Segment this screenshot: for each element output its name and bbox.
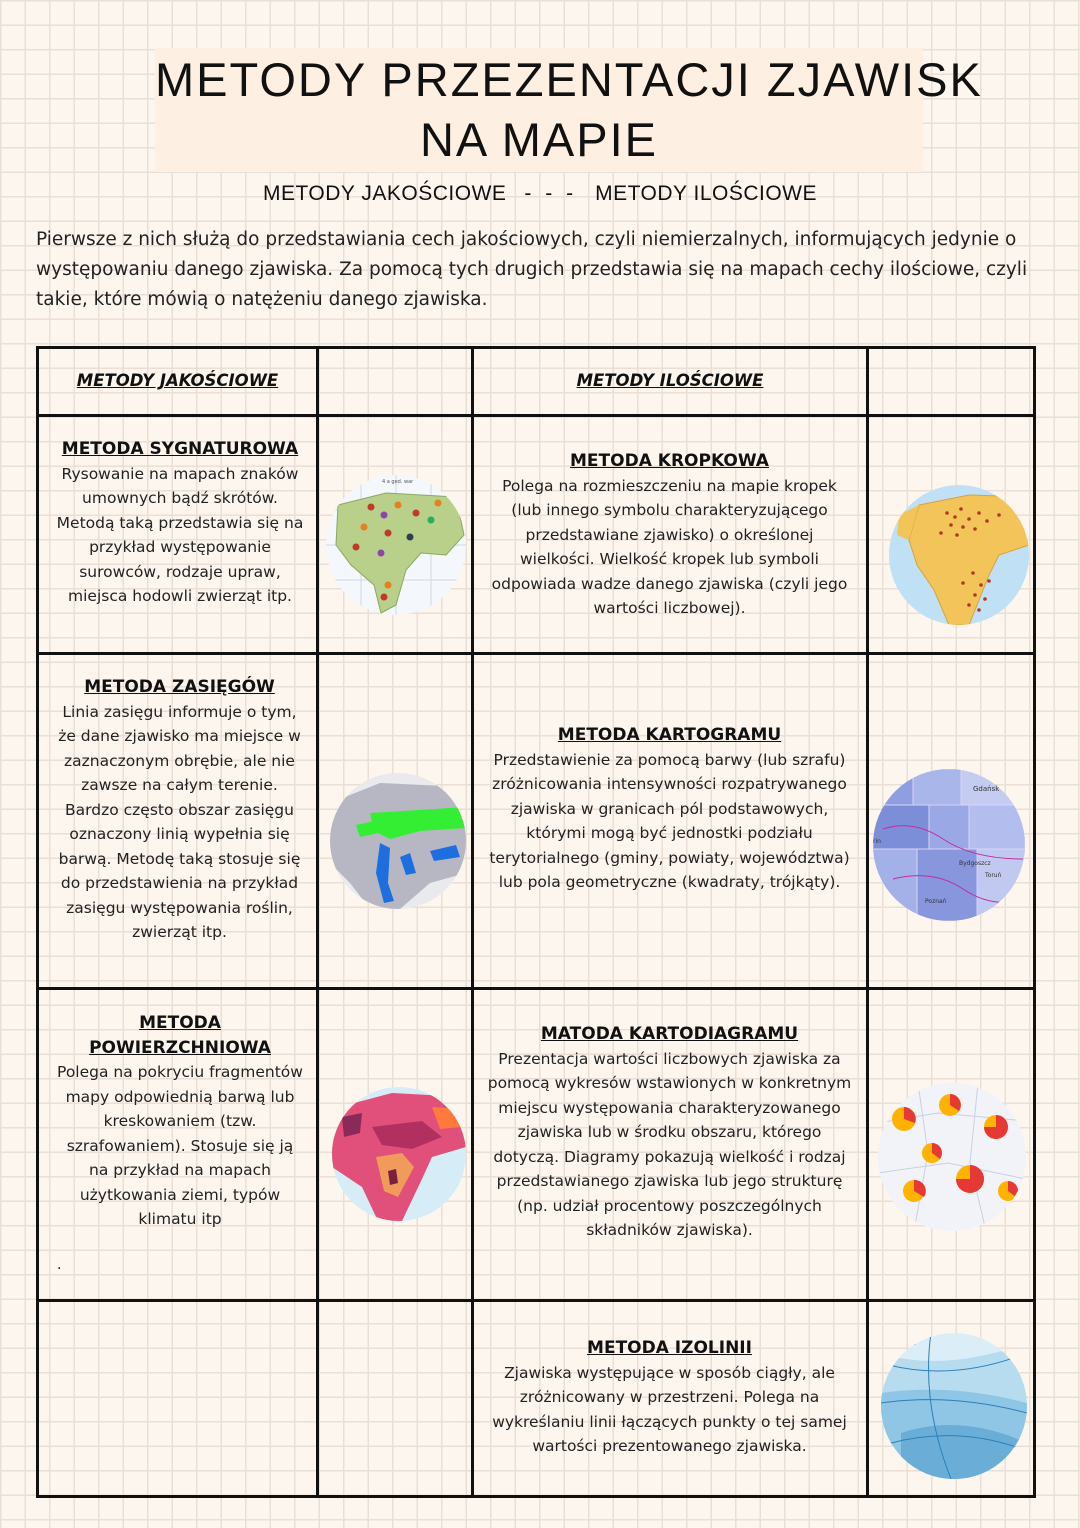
table-vline — [316, 349, 319, 1495]
methods-table — [36, 346, 1036, 1498]
isoline-map-image — [881, 1333, 1027, 1479]
signature-map-image — [326, 475, 466, 615]
table-hline — [39, 652, 1033, 655]
method-name: METODA ZASIĘGÓW — [84, 677, 275, 697]
cell-range-method — [57, 675, 302, 945]
cell-choropleth-method — [487, 723, 852, 895]
method-name: METODA KARTOGRAMU — [557, 725, 782, 745]
map-edge-text: rin — [873, 838, 881, 845]
method-desc: Linia zasięgu informuje o tym, że dane zjawisko ma miejsce w zaznaczonym obrębie, ale nie zawsze na całym terenie. Bardzo często obszar zasięgu oznaczony linią wypełnia się barwą. Metodę taką stosuje się do przedstawienia na przykład zasięgu występowania roślin, zwierząt itp. — [58, 702, 301, 941]
cell-signature-method — [55, 437, 305, 609]
subtitle-left: METODY JAKOŚCIOWE — [262, 182, 507, 205]
map-corner-text: a ch — [877, 776, 894, 785]
table-hline — [39, 1299, 1033, 1302]
map-label: 4 a ged. war — [382, 479, 414, 485]
choropleth-map-image — [873, 769, 1025, 921]
method-desc: Prezentacja wartości liczbowych zjawiska za pomocą wykresów wstawionych w konkretnym miejscu występowania charakteryzowanego zjawiska lub w środku obszaru, którego dotyczą. Diagramy pokazują wielkość i rodzaj przedstawianego zjawiska lub jego strukturę (np. udział procentowy poszczególnych składników zjawiska). — [487, 1049, 852, 1239]
method-desc: Polega na rozmieszczeniu na mapie kropek (lub innego symbolu charakteryzującego przedstawiane zjawisko) o określonej wielkości. Wielkość kropek lub symboli odpowiada wadze danego zjawiska (czyli jego wartości liczbowej). — [491, 476, 848, 617]
map-city: Toruń — [985, 872, 1002, 879]
table-hline — [39, 414, 1033, 417]
map-label: EUROPA — [891, 1340, 916, 1347]
subtitle-separator: - - - — [524, 182, 578, 205]
table-vline — [471, 349, 474, 1495]
method-desc: Przedstawienie za pomocą barwy (lub szrafu) zróżnicowania intensywności rozpatrywanego zjawiska w granicach pól podstawowych, którymi mogą być jednostki podziału terytorialnego (gminy, powiaty, województwa) lub pola geometryczne (kwadraty, trójkąty). — [489, 750, 850, 891]
cell-diagram-method — [487, 1022, 852, 1243]
header-qualitative: METODY JAKOŚCIOWE — [76, 371, 279, 390]
method-desc: Polega na pokryciu fragmentów mapy odpowiednią barwą lub kreskowaniem (tzw. szrafowaniem). Stosuje się ją na przykład na mapach użytkowania ziemi, typów klimatu itp — [57, 1063, 303, 1228]
range-map-image — [330, 773, 466, 909]
method-desc: Zjawiska występujące w sposób ciągły, ale zróżnicowany w przestrzeni. Polega na wykreślaniu linii łączących punkty o tej samej wartości prezentowanego zjawiska. — [492, 1363, 847, 1455]
title-box — [155, 48, 983, 172]
map-corner-text: rym — [884, 1091, 898, 1099]
map-city: Gdańsk — [973, 785, 1000, 793]
dot-map-image — [889, 485, 1029, 625]
method-name: METODA SYGNATUROWA — [61, 439, 299, 459]
cell-isoline-method — [487, 1336, 852, 1459]
area-map-image — [332, 1087, 466, 1221]
subtitle — [0, 182, 1080, 206]
method-name: METODA POWIERZCHNIOWA — [89, 1013, 271, 1058]
method-name: METODA IZOLINII — [587, 1338, 752, 1358]
cell-area-method — [55, 1011, 305, 1232]
method-name: MATODA KARTODIAGRAMU — [540, 1024, 799, 1044]
header-quantitative: METODY ILOŚCIOWE — [576, 371, 764, 390]
intro-paragraph: Pierwsze z nich służą do przedstawiania cech jakościowych, czyli niemierzalnych, informujących jedynie o występowaniu danego zjawiska. Za pomocą tych drugich przedstawia się na mapach cechy ilościowe, czyli takie, które mówią o natężeniu danego zjawiska. — [36, 229, 1028, 310]
table-hline — [39, 987, 1033, 990]
map-city: Poznań — [925, 898, 947, 905]
cell-dot-method — [487, 449, 852, 621]
map-city: Bydgoszcz — [959, 860, 991, 867]
method-desc: Rysowanie na mapach znaków umownych bądź skrótów. Metodą taką przedstawia się na przykład występowanie surowców, rodzaje upraw, miejsca hodowli zwierząt itp. — [56, 464, 304, 605]
diagram-map-image — [878, 1083, 1026, 1231]
page-title-line1: METODY PRZEZENTACJI ZJAWISK — [155, 53, 983, 106]
table-vline — [866, 349, 869, 1495]
page-title-line2: NA MAPIE — [419, 113, 658, 166]
trailing-mark: . — [57, 1257, 62, 1273]
subtitle-right: METODY ILOŚCIOWE — [595, 182, 818, 205]
method-name: METODA KROPKOWA — [570, 451, 769, 471]
